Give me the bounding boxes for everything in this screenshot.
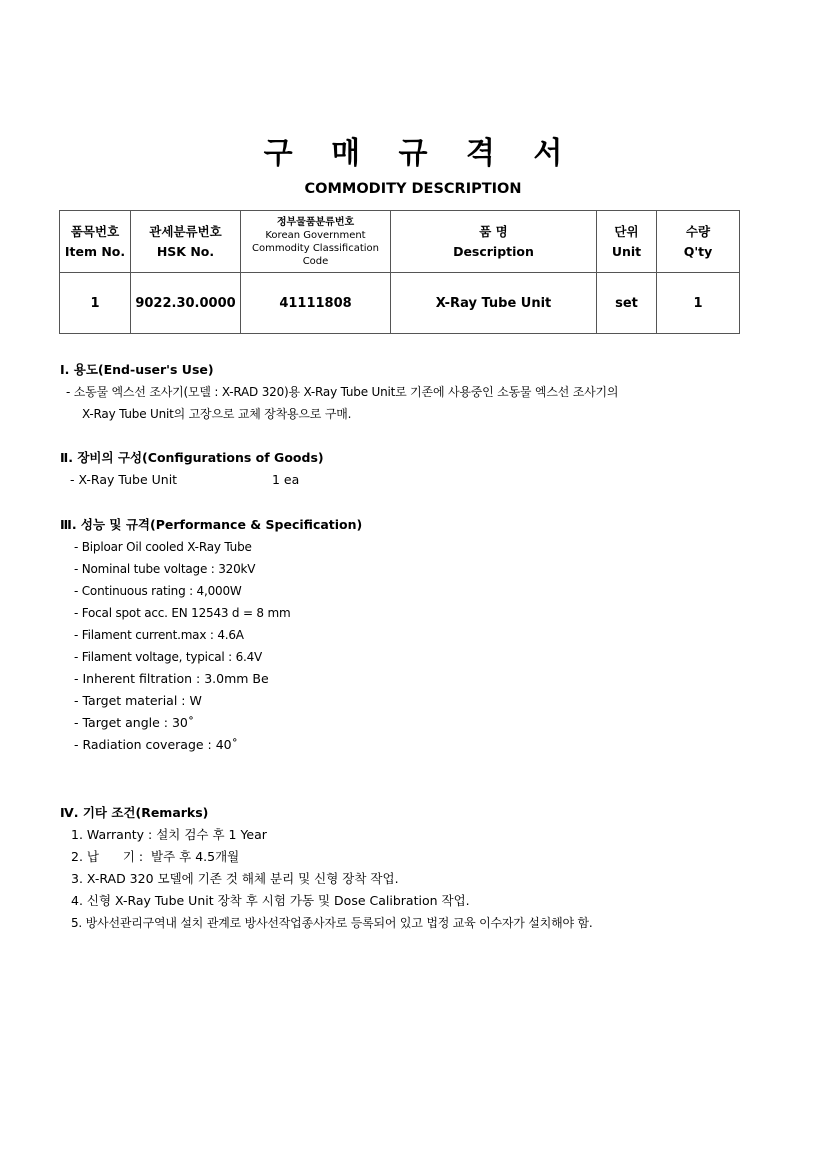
list-item: - Nominal tube voltage : 320kV [74,562,256,576]
cell-description: X-Ray Tube Unit [391,273,597,334]
list-item: 2. 납 기 : 발주 후 4.5개월 [71,849,240,864]
cell-item-no: 1 [60,273,131,334]
list-item: - Target angle : 30˚ [74,715,195,730]
config-item-name: - X-Ray Tube Unit [70,472,178,487]
section-remarks [60,802,780,934]
section-configurations [60,447,780,491]
list-item: - Continuous rating : 4,000W [74,584,242,598]
table-row [60,273,740,334]
use-text-line: - 소동물 엑스선 조사기(모델 : X-RAD 320)용 X-Ray Tube Unit로 기존에 사용중인 소동물 엑스선 조사기의 [66,385,619,399]
list-item [60,469,780,491]
list-item: - Radiation coverage : 40˚ [74,737,238,752]
header-classification-en1: Korean Government [265,229,366,241]
header-hsk-no-ko: 관세분류번호 [149,223,222,239]
header-item-no-en: Item No. [64,243,126,259]
header-description-en: Description [453,243,534,259]
header-qty-en: Q'ty [683,243,713,259]
list-item: - Biploar Oil cooled X-Ray Tube [74,540,252,554]
list-item: 4. 신형 X-Ray Tube Unit 장착 후 시험 가동 및 Dose Calibration 작업. [71,893,470,908]
header-classification-en3: Code [302,255,329,267]
spec-list [60,536,780,756]
list-item: 1. Warranty : 설치 검수 후 1 Year [71,827,267,842]
header-qty [657,211,740,273]
section-heading: Ⅲ. 성능 및 규격(Performance & Specification) [60,517,363,532]
remarks-list [60,824,780,934]
header-description [391,211,597,273]
list-item: 3. X-RAD 320 모델에 기존 것 해체 분리 및 신형 장착 작업. [71,871,399,886]
section-heading: Ⅳ. 기타 조건(Remarks) [60,805,209,820]
list-item: - Inherent filtration : 3.0mm Be [74,671,269,686]
list-item: - Filament current.max : 4.6A [74,628,244,642]
header-item-no-ko: 품목번호 [70,223,120,239]
cell-unit: set [597,273,657,334]
cell-qty: 1 [657,273,740,334]
cell-hsk-no: 9022.30.0000 [131,273,241,334]
header-hsk-no [131,211,241,273]
header-unit-ko: 단위 [614,223,639,239]
list-item: 5. 방사선관리구역내 설치 관계로 방사선작업종사자로 등록되어 있고 법정 교육 이수자가 설치해야 함. [71,916,593,930]
commodity-table [59,210,740,334]
header-classification-ko: 정부물품분류번호 [276,216,355,228]
table-header-row [60,211,740,273]
list-item: - Focal spot acc. EN 12543 d = 8 mm [74,606,291,620]
section-heading: Ⅱ. 장비의 구성(Configurations of Goods) [60,450,324,465]
header-hsk-no-en: HSK No. [156,243,215,259]
document-subtitle: COMMODITY DESCRIPTION [304,181,522,197]
section-performance-spec [60,514,780,756]
document-title: 구 매 규 격 서 [263,136,577,171]
use-text-line: X-Ray Tube Unit의 고장으로 교체 장착용으로 구매. [82,407,352,421]
section-end-user-use [60,359,780,425]
list-item: - Target material : W [74,693,202,708]
section-heading: Ⅰ. 용도(End-user's Use) [60,362,214,377]
header-description-ko: 품 명 [479,223,508,239]
header-classification-en2: Commodity Classification [251,242,379,254]
header-item-no [60,211,131,273]
header-unit-en: Unit [611,243,642,259]
header-qty-ko: 수량 [685,223,711,239]
cell-classification-code: 41111808 [241,273,391,334]
list-item: - Filament voltage, typical : 6.4V [74,650,263,664]
config-item-qty: 1 ea [271,472,300,487]
header-classification-code [241,211,391,273]
header-unit [597,211,657,273]
